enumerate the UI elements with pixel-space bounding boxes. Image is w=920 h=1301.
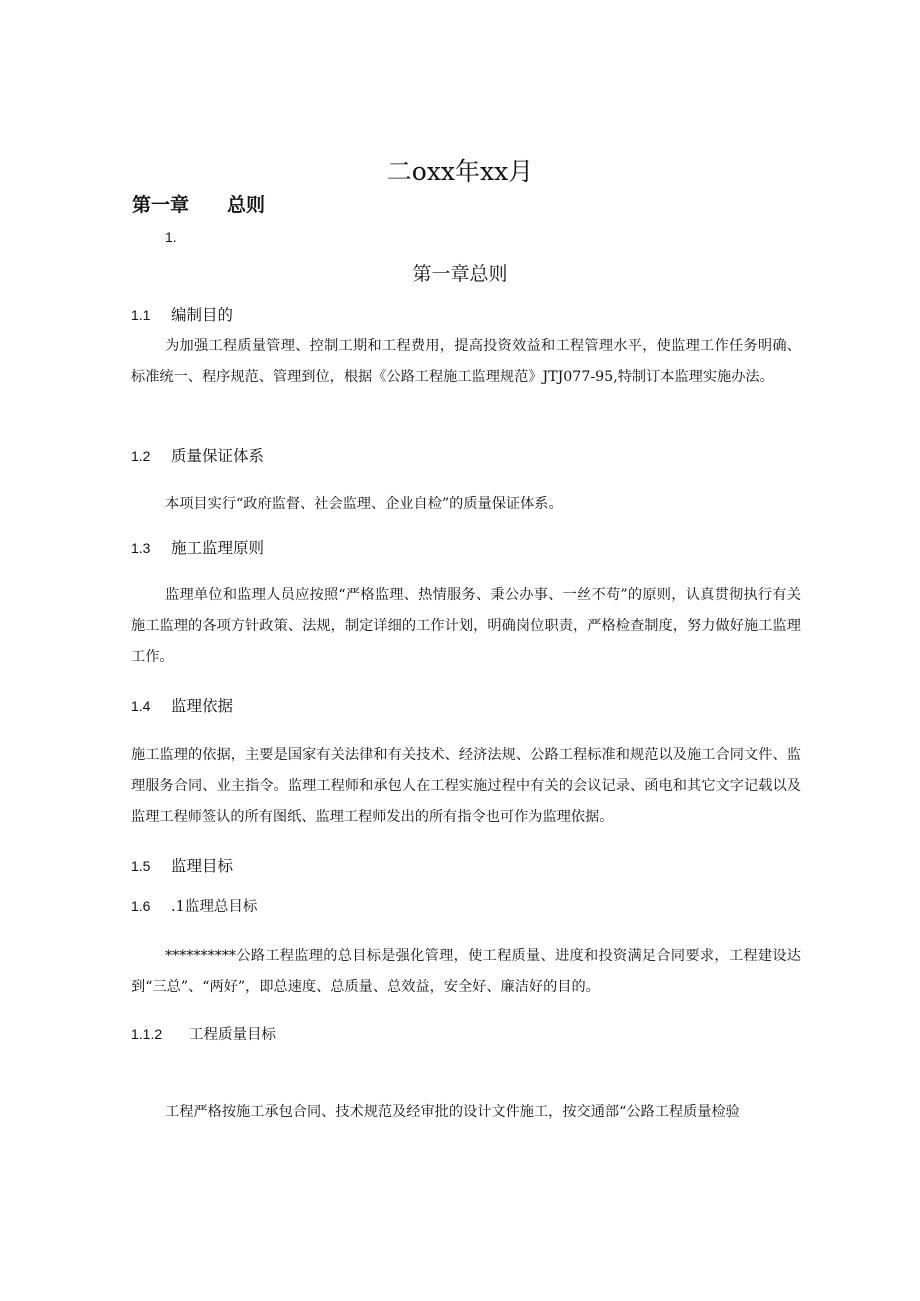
section-heading-1-1-2	[131, 1023, 276, 1044]
section-title: 工程质量目标	[189, 1027, 276, 1043]
section-title: 质量保证体系	[171, 447, 265, 465]
toc-item: 1.	[165, 229, 177, 245]
toc-chapter-heading	[132, 190, 265, 217]
section-number: 1.2	[131, 448, 151, 464]
section-body-1-3: 监理单位和监理人员应按照“严格监理、热情服务、秉公办事、一丝不苟”的原则，认真贯彻执行有关施工监理的各项方针政策、法规，制定详细的工作计划，明确岗位职责，严格检查制度，努力做好施工监理工作。	[131, 587, 801, 665]
section-body-1-4: 施工监理的依据，主要是国家有关法律和有关技术、经济法规、公路工程标准和规范以及施工合同文件、监理服务合同、业主指令。监理工程师和承包人在工程实施过程中有关的会议记录、函电和其它文字记载以及监理工程师签认的所有图纸、监理工程师发出的所有指令也可作为监理依据。	[131, 747, 801, 825]
section-number: 1.1	[131, 307, 151, 323]
section-number: 1.1.2	[131, 1026, 163, 1042]
toc-chapter-label: 第一章	[132, 194, 190, 216]
section-title: 编制目的	[171, 306, 234, 324]
section-number: 1.4	[131, 698, 151, 714]
section-number: 1.5	[131, 858, 151, 874]
section-title: .1监理总目标	[171, 899, 258, 915]
section-body-1-6: **********公路工程监理的总目标是强化管理，使工程质量、进度和投资满足合同要求，工程建设达到“三总”、“两好”，即总速度、总质量、总效益，安全好、廉洁好的目的。	[131, 948, 801, 995]
toc-chapter-name: 总则	[227, 194, 266, 216]
section-heading-1-6	[131, 895, 257, 916]
section-heading-1-5	[131, 854, 233, 876]
cover-date: 二oxx年xx月	[386, 157, 534, 186]
section-body-1-1: 为加强工程质量管理、控制工期和工程费用，提高投资效益和工程管理水平，使监理工作任务明确、标准统一、程序规范、管理到位，根据《公路工程施工监理规范》JTJ077-95,特制订本监理实施办法。	[131, 338, 801, 385]
section-body-1-2: 本项目实行“政府监督、社会监理、企业自检”的质量保证体系。	[165, 496, 563, 512]
section-title: 监理依据	[171, 697, 234, 715]
section-heading-1-3	[131, 536, 264, 558]
section-number: 1.3	[131, 540, 151, 556]
section-title: 施工监理原则	[171, 539, 265, 557]
section-heading-1-4	[131, 694, 233, 716]
chapter-title: 第一章总则	[412, 263, 508, 285]
section-title: 监理目标	[171, 857, 234, 875]
section-body-1-1-2: 工程严格按施工承包合同、技术规范及经审批的设计文件施工，按交通部“公路工程质量检验	[165, 1104, 740, 1120]
section-heading-1-1	[131, 303, 233, 325]
section-number: 1.6	[131, 898, 151, 914]
section-heading-1-2	[131, 444, 264, 466]
